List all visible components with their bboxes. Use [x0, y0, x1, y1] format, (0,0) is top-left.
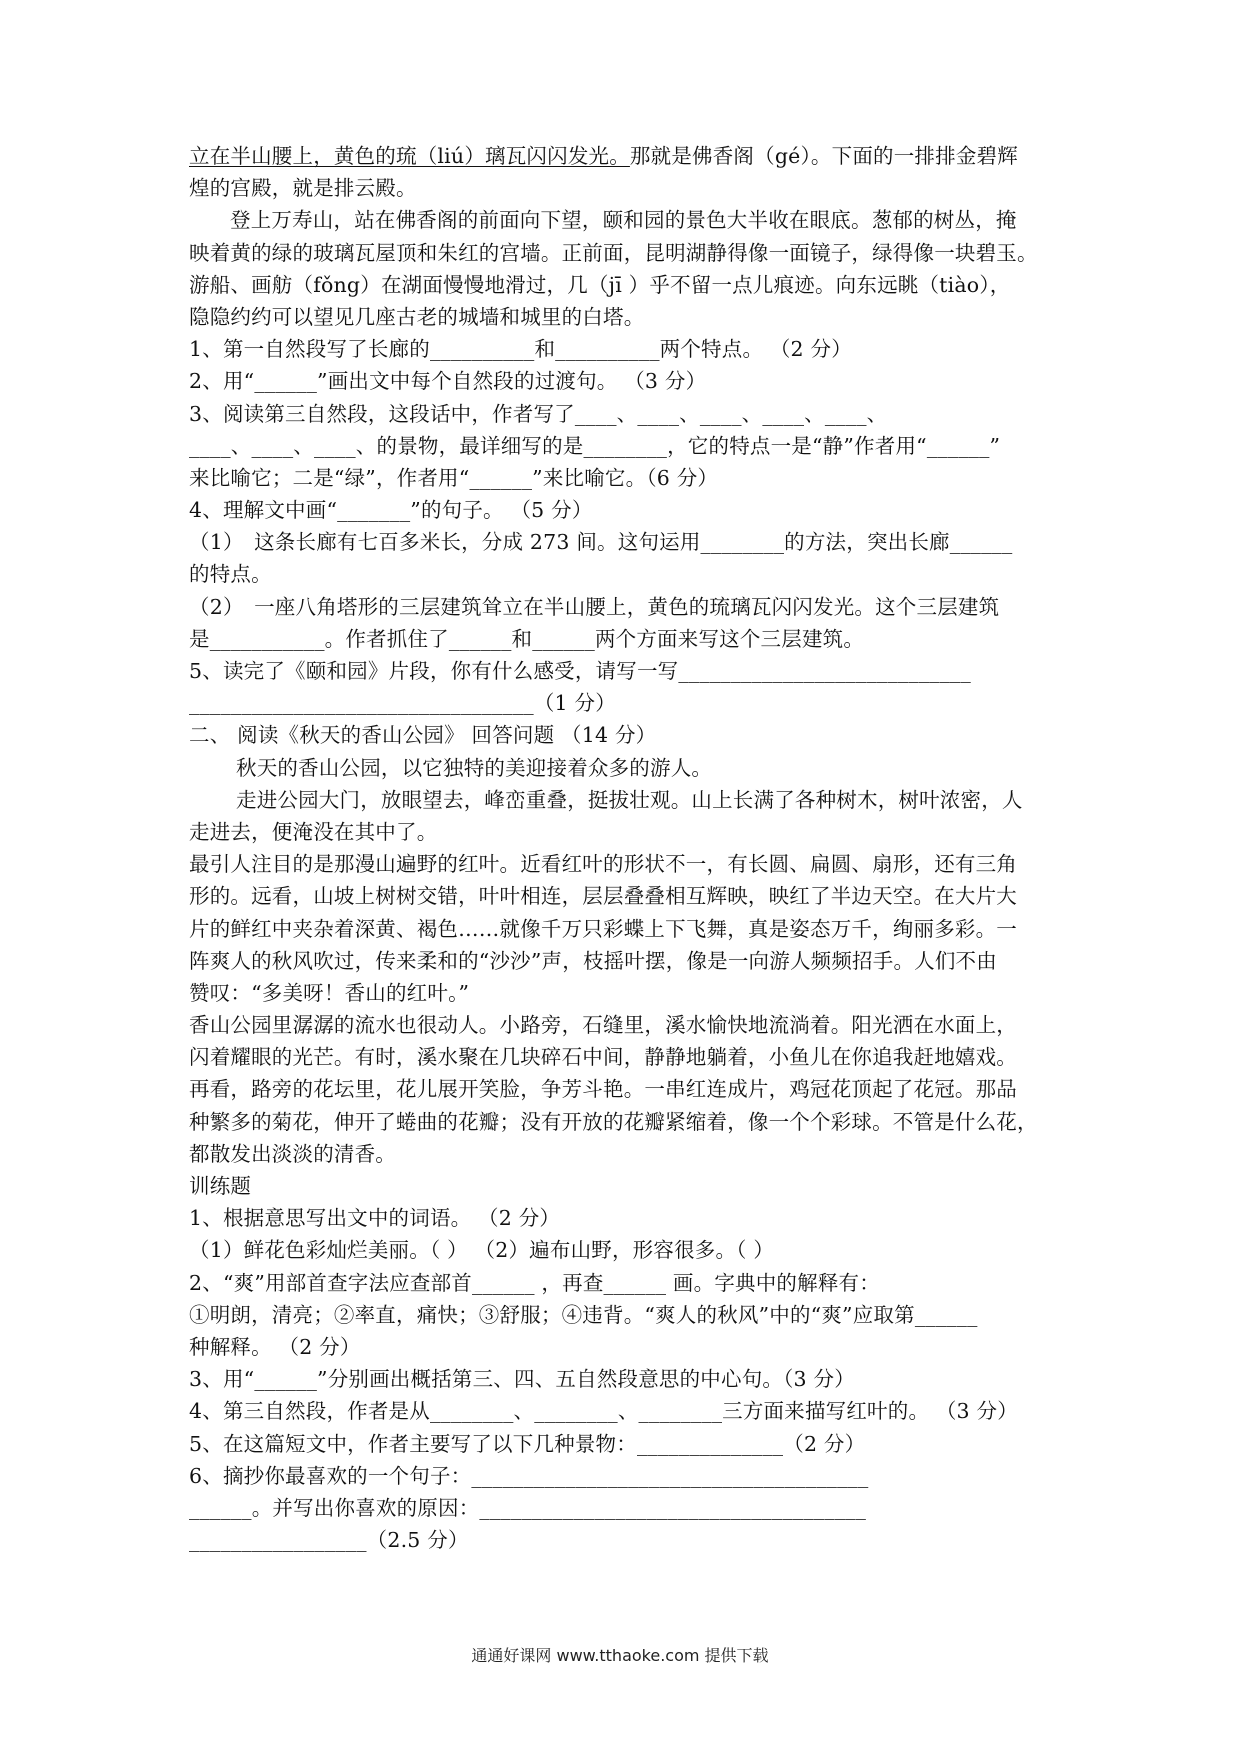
line-text: 香山公园里潺潺的流水也很动人。小路旁，石缝里，溪水愉快地流淌着。阳光洒在水面上，: [189, 1013, 1017, 1038]
line-text: 2、“爽”用部首查字法应查部首______ ，再查______ 画。字典中的解释有：: [189, 1270, 880, 1295]
text-line: [189, 462, 1059, 494]
text-line: [189, 494, 1059, 526]
line-text: （1）鲜花色彩灿烂美丽。（ ） （2）遍布山野，形容很多。（ ）: [189, 1238, 775, 1263]
text-line: [189, 687, 1059, 719]
text-line: [189, 945, 1059, 977]
text-line: [189, 558, 1059, 590]
line-text: 片的鲜红中夹杂着深黄、褐色……就像千万只彩蝶上下飞舞，真是姿态万千，绚丽多彩。一: [189, 916, 1017, 941]
text-line: [189, 1138, 1059, 1170]
line-text: 再看，路旁的花坛里，花儿展开笑脸，争芳斗艳。一串红连成片，鸡冠花顶起了花冠。那品: [189, 1077, 1017, 1102]
text-line: [189, 816, 1059, 848]
text-line: [189, 752, 1059, 784]
line-text: 登上万寿山，站在佛香阁的前面向下望，颐和园的景色大半收在眼底。葱郁的树丛，掩: [230, 208, 1017, 233]
line-text: 来比喻它；二是“绿”，作者用“______”来比喻它。（6 分）: [189, 465, 719, 490]
line-text: 1、根据意思写出文中的词语。 （2 分）: [189, 1206, 561, 1231]
exam-page: [189, 140, 1059, 1556]
underlined-sentence: 立在半山腰上，黄色的琉（liú）璃瓦闪闪发光。: [189, 144, 630, 168]
line-text: 映着黄的绿的玻璃瓦屋顶和朱红的宫墙。正前面，昆明湖静得像一面镜子，绿得像一块碧玉。: [189, 240, 1038, 265]
text-line: [189, 430, 1059, 462]
line-text: 阵爽人的秋风吹过，传来柔和的“沙沙”声，枝摇叶摆，像是一向游人频频招手。人们不由: [189, 948, 997, 973]
text-line: [189, 172, 1059, 204]
line-text: （2） 一座八角塔形的三层建筑耸立在半山腰上，黄色的琉璃瓦闪闪发光。这个三层建筑: [189, 594, 1000, 619]
line-text: 种解释。 （2 分）: [189, 1334, 361, 1359]
text-line: [189, 1363, 1059, 1395]
text-line: [189, 977, 1059, 1009]
line-text: 闪着耀眼的光芒。有时，溪水聚在几块碎石中间，静静地躺着，小鱼儿在你追我赶地嬉戏。: [189, 1045, 1017, 1070]
text-line: [189, 237, 1059, 269]
line-text: 最引人注目的是那漫山遍野的红叶。近看红叶的形状不一，有长圆、扁圆、扇形，还有三角: [189, 852, 1017, 877]
line-text: 都散发出淡淡的清香。: [189, 1141, 396, 1166]
line-text: 形的。远看，山坡上树树交错，叶叶相连，层层叠叠相互辉映，映红了半边天空。在大片大: [189, 884, 1017, 909]
line-text: ______。并写出你喜欢的原因：_____________________________________: [189, 1495, 867, 1520]
text-line: [189, 591, 1059, 623]
text-line: [189, 1202, 1059, 1234]
line-text: 走进公园大门，放眼望去，峰峦重叠，挺拔壮观。山上长满了各种树木，树叶浓密，人: [236, 787, 1023, 812]
text-line: [189, 1170, 1059, 1202]
line-text: ____、____、____、的景物，最详细写的是________，它的特点一是“静”作者用“______”: [189, 433, 1001, 458]
text-line: [189, 204, 1059, 236]
line-text: 赞叹：“多美呀！香山的红叶。”: [189, 980, 470, 1005]
line-text: _________________________________（1 分）: [189, 691, 616, 716]
line-text: 游船、画舫（fǒng）在湖面慢慢地滑过，几（jī ）乎不留一点儿痕迹。向东远眺（tiào），: [189, 272, 1011, 297]
line-text: 走进去，便淹没在其中了。: [189, 819, 438, 844]
text-line: [189, 526, 1059, 558]
line-text: 5、在这篇短文中，作者主要写了以下几种景物：______________（2 分）: [189, 1431, 866, 1456]
line-text: （1） 这条长廊有七百多米长，分成 273 间。这句运用________的方法，突出长廊______: [189, 530, 1013, 555]
line-text: 5、读完了《颐和园》片段，你有什么感受，请写一写____________________________: [189, 659, 971, 683]
text-line: [189, 1009, 1059, 1041]
text-line: [189, 1106, 1059, 1138]
line-text: 4、第三自然段，作者是从________、________、________三方面来描写红叶的。 （3 分）: [189, 1399, 1018, 1424]
line-text: 3、用“______”分别画出概括第三、四、五自然段意思的中心句。（3 分）: [189, 1367, 855, 1392]
text-line: [189, 719, 1059, 751]
text-line: [189, 1524, 1059, 1556]
text-line: [189, 1073, 1059, 1105]
text-line: [189, 880, 1059, 912]
text-line: [189, 784, 1059, 816]
line-text: 的特点。: [189, 562, 272, 587]
text-line: [189, 301, 1059, 333]
line-text: 3、阅读第三自然段，这段话中，作者写了____、____、____、____、____、: [189, 401, 888, 426]
text-line: [189, 1234, 1059, 1266]
line-text: 种繁多的菊花，伸开了蜷曲的花瓣；没有开放的花瓣紧缩着，像一个个彩球。不管是什么花，: [189, 1109, 1038, 1134]
line-text: ①明朗，清亮；②率直，痛快；③舒服；④违背。“爽人的秋风”中的“爽”应取第______: [189, 1302, 978, 1327]
text-line: [189, 1267, 1059, 1299]
text-line: [189, 269, 1059, 301]
text-line: [189, 1395, 1059, 1427]
text-line: [189, 140, 1059, 172]
line-text: 6、摘抄你最喜欢的一个句子：______________________________________: [189, 1463, 869, 1488]
line-text: 二、 阅读《秋天的香山公园》 回答问题 （14 分）: [189, 723, 657, 748]
line-text: 训练题: [189, 1174, 252, 1198]
text-line: [189, 623, 1059, 655]
line-text: 秋天的香山公园，以它独特的美迎接着众多的游人。: [236, 755, 713, 780]
line-text: 4、理解文中画“_______”的句子。 （5 分）: [189, 498, 593, 523]
text-line: [189, 1428, 1059, 1460]
line-text: 是___________。作者抓住了______和______两个方面来写这个三层建筑。: [189, 626, 865, 651]
footer-credit: 通通好课网 www.tthaoke.com 提供下载: [471, 1646, 769, 1665]
text-line: [189, 333, 1059, 365]
text-line: [189, 1299, 1059, 1331]
text-line: [189, 848, 1059, 880]
text-line: [189, 1041, 1059, 1073]
text-line: [189, 365, 1059, 397]
line-text: 1、第一自然段写了长廊的__________和__________两个特点。 （2 分）: [189, 337, 852, 362]
line-text: 那就是佛香阁（gé）。下面的一排排金碧辉: [629, 144, 1018, 168]
line-text: 2、用“______”画出文中每个自然段的过渡句。 （3 分）: [189, 369, 707, 394]
text-line: [189, 1492, 1059, 1524]
text-line: [189, 1460, 1059, 1492]
text-line: [189, 655, 1059, 687]
line-text: _________________（2.5 分）: [189, 1528, 469, 1553]
text-line: [189, 913, 1059, 945]
line-text: 煌的宫殿，就是排云殿。: [189, 176, 417, 201]
line-text: 隐隐约约可以望见几座古老的城墙和城里的白塔。: [189, 304, 645, 329]
text-line: [189, 398, 1059, 430]
text-line: [189, 1331, 1059, 1363]
